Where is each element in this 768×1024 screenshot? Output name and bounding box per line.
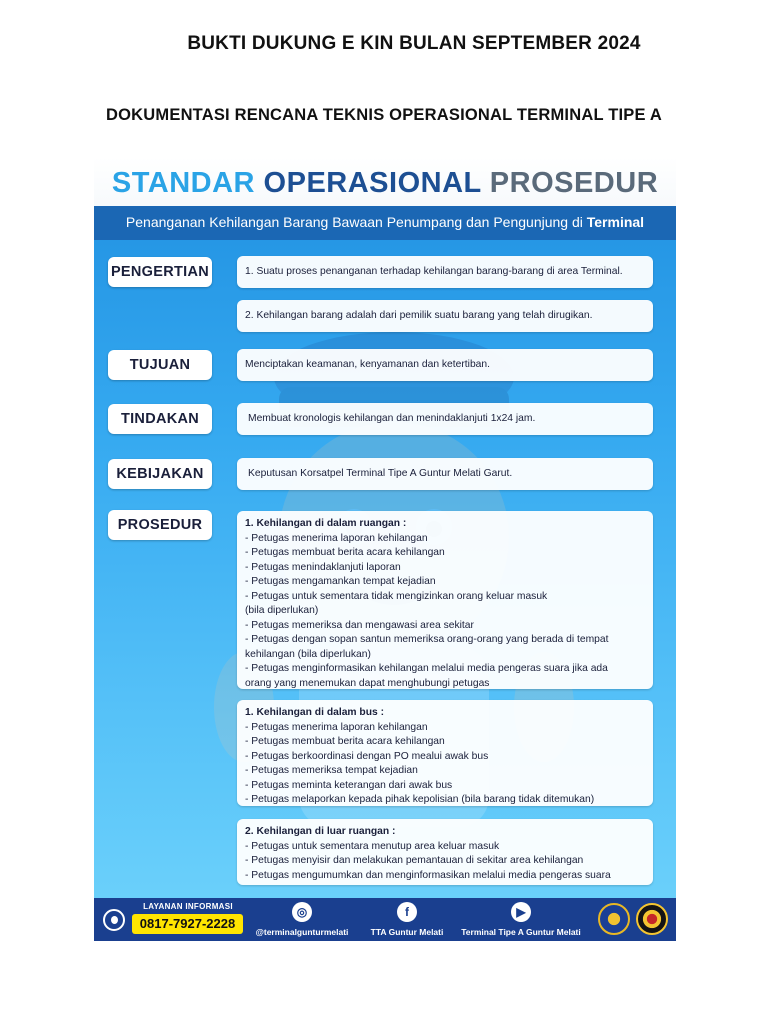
tindakan-text: Membuat kronologis kehilangan dan menindaklanjuti 1x24 jam. <box>237 403 653 435</box>
poster-title-prosedur: PROSEDUR <box>489 167 659 199</box>
layanan-informasi-label: LAYANAN INFORMASI <box>139 901 237 912</box>
poster-subtitle-text: Penanganan Kehilangan Barang Bawaan Penumpang dan Pengunjung di <box>125 214 583 230</box>
terminal-emblem-icon <box>636 903 668 935</box>
layanan-phone-number: 0817-7927-2228 <box>132 914 243 934</box>
prosedur-block-1-line: - Petugas dengan sopan santun memeriksa orang-orang yang berada di tempat <box>245 634 609 645</box>
prosedur-block-1-line: kehilangan (bila diperlukan) <box>245 648 371 660</box>
label-tindakan: TINDAKAN <box>108 404 212 434</box>
youtube-icon: ▶ <box>511 902 531 922</box>
prosedur-block-2-line: - Petugas berkoordinasi dengan PO mealui awak bus <box>245 750 489 762</box>
poster-subtitle <box>94 214 676 230</box>
kebijakan-text: Keputusan Korsatpel Terminal Tipe A Guntur Melati Garut. <box>237 458 653 490</box>
prosedur-block-3-line: - Petugas menyisir dan melakukan pemantauan di sekitar area kehilangan <box>245 855 584 866</box>
prosedur-block-1 <box>237 511 653 689</box>
instagram-handle <box>250 902 354 937</box>
pengertian-item-1: 1. Suatu proses penanganan terhadap kehilangan barang-barang di area Terminal. <box>237 256 653 288</box>
facebook-icon: f <box>397 902 417 922</box>
prosedur-block-2-line: - Petugas menerima laporan kehilangan <box>245 721 428 733</box>
prosedur-block-1-line: - Petugas menerima laporan kehilangan <box>245 532 428 544</box>
whatsapp-icon <box>103 909 125 931</box>
tujuan-text: Menciptakan keamanan, kenyamanan dan ketertiban. <box>237 349 653 381</box>
prosedur-block-1-line: - Petugas mengamankan tempat kejadian <box>245 576 436 587</box>
poster-subtitle-bold: Terminal <box>586 214 645 230</box>
pengertian-item-2: 2. Kehilangan barang adalah dari pemilik suatu barang yang telah dirugikan. <box>237 300 653 332</box>
prosedur-block-3 <box>237 819 653 885</box>
prosedur-block-1-line: - Petugas menindaklanjuti laporan <box>245 561 401 573</box>
document-subtitle: DOKUMENTASI RENCANA TEKNIS OPERASIONAL TERMINAL TIPE A <box>106 106 662 124</box>
label-kebijakan: KEBIJAKAN <box>108 459 212 489</box>
poster-footer <box>94 898 676 941</box>
prosedur-block-1-line: - Petugas membuat berita acara kehilangan <box>245 547 445 558</box>
prosedur-block-3-line: - Petugas mengumumkan dan menginformasikan melalui media pengeras suara <box>245 869 611 881</box>
poster-title-operasional: OPERASIONAL <box>263 167 482 199</box>
prosedur-block-3-line: - Petugas untuk sementara menutup area keluar masuk <box>245 840 500 852</box>
prosedur-block-2 <box>237 700 653 806</box>
sop-poster <box>94 157 676 941</box>
facebook-handle <box>362 902 452 937</box>
document-title: BUKTI DUKUNG E KIN BULAN SEPTEMBER 2024 <box>187 33 641 54</box>
prosedur-block-2-line: - Petugas meminta keterangan dari awak bus <box>245 779 453 791</box>
prosedur-block-1-line: (bila diperlukan) <box>245 605 319 616</box>
prosedur-block-2-heading: 1. Kehilangan di dalam bus : <box>245 707 385 718</box>
instagram-text: @terminalgunturmelati <box>255 927 349 937</box>
poster-header <box>94 157 676 240</box>
prosedur-block-1-line: orang yang menemukan dapat menghubungi petugas <box>245 677 490 689</box>
facebook-text: TTA Guntur Melati <box>370 927 444 937</box>
youtube-text: Terminal Tipe A Guntur Melati <box>461 927 581 937</box>
poster-title <box>94 167 676 200</box>
prosedur-block-3-heading: 2. Kehilangan di luar ruangan : <box>245 826 396 837</box>
label-pengertian: PENGERTIAN <box>108 257 212 287</box>
label-prosedur: PROSEDUR <box>108 510 212 540</box>
instagram-icon: ◎ <box>292 902 312 922</box>
prosedur-block-1-line: - Petugas memeriksa dan mengawasi area sekitar <box>245 619 474 631</box>
prosedur-block-1-heading: 1. Kehilangan di dalam ruangan : <box>245 518 407 529</box>
label-tujuan: TUJUAN <box>108 350 212 380</box>
poster-title-standar: STANDAR <box>111 167 255 199</box>
prosedur-block-1-line: - Petugas untuk sementara tidak mengizinkan orang keluar masuk <box>245 590 548 602</box>
prosedur-block-2-line: - Petugas membuat berita acara kehilangan <box>245 736 445 747</box>
prosedur-block-2-line: - Petugas melaporkan kepada pihak kepolisian (bila barang tidak ditemukan) <box>245 794 595 805</box>
prosedur-block-1-line: - Petugas menginformasikan kehilangan melalui media pengeras suara jika ada <box>245 663 608 674</box>
kemenhub-emblem-icon <box>598 903 630 935</box>
youtube-handle <box>456 902 586 937</box>
poster-subtitle-bar <box>94 206 676 240</box>
prosedur-block-2-line: - Petugas memeriksa tempat kejadian <box>245 765 418 776</box>
